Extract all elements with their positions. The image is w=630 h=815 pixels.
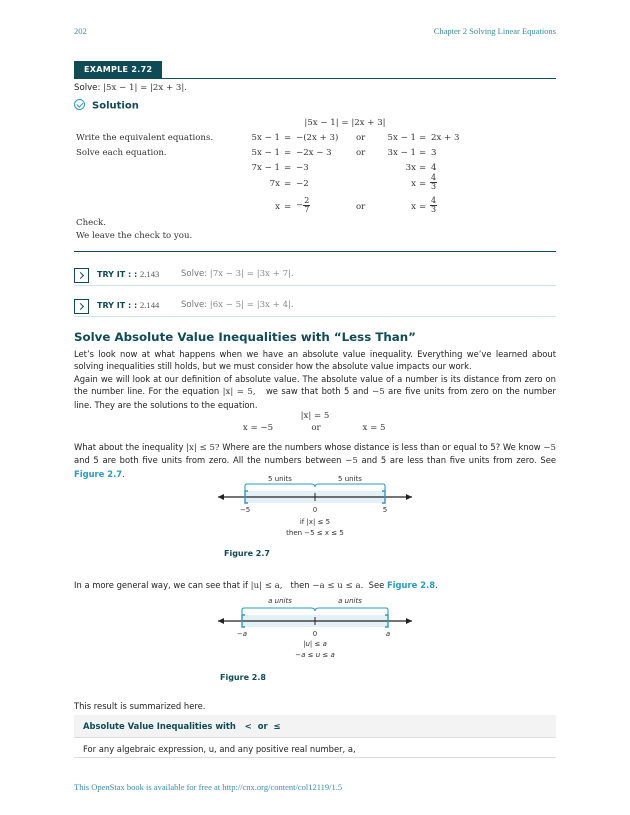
- step1-text: Write the equivalent equations.: [76, 133, 214, 143]
- fig-line-1: |u| ≤ a: [303, 640, 327, 648]
- arrow-left-icon: [218, 494, 224, 500]
- note-rule: [74, 757, 556, 758]
- r4-left-lhs: 7x: [269, 179, 280, 189]
- r2-left-eq: =: [284, 148, 292, 158]
- prompt-math: |5x − 1| = |2x + 3|.: [103, 83, 187, 93]
- brace-label-left: 5 units: [268, 475, 292, 483]
- paragraph-2: Again we will look at our definition of absolute value. The absolute value of a number is its distance from zero on the number line. For the equation |x| = 5, we saw that both 5 and −5 are five units from zero on the number line. They are the solutions to the equation.: [74, 374, 556, 410]
- check-title: Check.: [76, 218, 106, 228]
- brace-label-right: a units: [338, 597, 362, 605]
- tick-label-left: −5: [239, 506, 251, 514]
- figure-2-8-link[interactable]: Figure 2.8: [386, 580, 436, 590]
- r5-right-eq: =: [419, 202, 427, 212]
- step2-text: Solve each equation.: [76, 148, 167, 158]
- r5-left-frac: − $\frac{2}{7}$: [296, 196, 310, 214]
- fig-line-2: then −5 ≤ x ≤ 5: [286, 529, 344, 537]
- example-end-rule: [74, 251, 556, 252]
- chapter-title: Chapter 2 Solving Linear Equations: [433, 26, 556, 36]
- r5-right-frac: $\frac{4}{3}$: [431, 196, 437, 214]
- footer-text: This OpenStax book is available for free at http://cnx.org/content/col12119/1.5: [74, 782, 343, 792]
- r5-or: or: [356, 202, 366, 212]
- number-line-figure-2-7: [210, 470, 420, 540]
- r1-left-lhs: 5x − 1: [251, 133, 280, 143]
- r1-right-eq: =: [419, 133, 427, 143]
- note-body: For any algebraic expression, u, and any positive real number, a,: [83, 744, 356, 754]
- paragraph-3: What about the inequality |x| ≤ 5? Where are the numbers whose distance is less than or equal to 5? We know −5 and 5 are both five units from zero. All the numbers between −5 and 5 are less than five units from zero. See Figure 2.7.: [74, 442, 556, 479]
- arrow-right-icon: [406, 618, 412, 624]
- example-bar: [74, 61, 556, 79]
- brace-label-left: a units: [268, 597, 292, 605]
- arrow-right-icon: [406, 494, 412, 500]
- r1-or: or: [356, 133, 366, 143]
- tick-label-left: −a: [236, 630, 248, 638]
- r1-right-rhs: 2x + 3: [431, 133, 460, 143]
- eq-left: x = −5: [242, 423, 274, 433]
- try-it-2-144[interactable]: TRY IT : : 2.144 Solve: |6x − 5| = |3x + 4|.: [74, 298, 556, 317]
- check-circle-icon: [74, 99, 85, 110]
- r3-right-rhs: 4: [431, 163, 437, 173]
- r5-left-lhs: x: [275, 202, 280, 212]
- r2-right-eq: =: [419, 148, 427, 158]
- top-brace: [245, 484, 385, 491]
- try-it-2-143[interactable]: TRY IT : : 2.143 Solve: |7x − 3| = |3x + 7|.: [74, 267, 556, 286]
- brace-label-right: 5 units: [338, 475, 362, 483]
- tick-label-zero: 0: [312, 506, 318, 514]
- page-number: 202: [74, 26, 87, 36]
- r4-right-eq: =: [419, 179, 427, 189]
- r1-left-eq: =: [284, 133, 292, 143]
- r2-left-rhs: −2x − 3: [296, 148, 332, 158]
- section-title: Solve Absolute Value Inequalities with “Less Than”: [74, 330, 416, 344]
- eq-center: |x| = 5: [300, 411, 330, 421]
- fig-line-1: if |x| ≤ 5: [299, 518, 331, 526]
- tick-label-zero: 0: [312, 630, 318, 638]
- prompt-label: Solve:: [74, 83, 101, 93]
- r4-right-frac: $\frac{4}{3}$: [431, 173, 437, 191]
- figure-2-8-caption: Figure 2.8: [220, 673, 266, 682]
- solution-label: Solution: [92, 100, 139, 112]
- eq-or: or: [311, 423, 321, 433]
- figure-2-7-link[interactable]: Figure 2.7: [74, 468, 123, 479]
- tick-label-right: a: [385, 630, 391, 638]
- r1-right-lhs: 5x − 1: [387, 133, 416, 143]
- r3-right-eq: =: [419, 163, 427, 173]
- top-brace: [242, 608, 388, 615]
- paragraph-4: In a more general way, we can see that if |u| ≤ a, then −a ≤ u ≤ a. See Figure 2.8.: [74, 580, 438, 591]
- r5-left-eq: =: [284, 202, 292, 212]
- r4-left-rhs: −2: [296, 179, 309, 189]
- r4-left-eq: =: [284, 179, 292, 189]
- tick-label-right: 5: [382, 506, 388, 514]
- number-line-figure-2-8: [210, 594, 420, 664]
- example-tag: EXAMPLE 2.72: [74, 61, 162, 78]
- solution-heading: [74, 100, 139, 112]
- r2-right-lhs: 3x − 1: [387, 148, 416, 158]
- paragraph-5: This result is summarized here.: [74, 701, 206, 711]
- fig-line-2: −a ≤ u ≤ a: [295, 651, 335, 659]
- check-text: We leave the check to you.: [76, 231, 193, 241]
- paragraph-1: Let’s look now at what happens when we have an absolute value inequality. Everything we’ve learned about solving inequalities still holds, but we must consider how the absolute value impacts our work.: [74, 349, 556, 372]
- r5-right-lhs: x: [411, 202, 416, 212]
- r3-left-eq: =: [284, 163, 292, 173]
- eq-right: x = 5: [362, 423, 386, 433]
- chevron-right-icon[interactable]: [74, 268, 89, 283]
- chevron-right-icon[interactable]: [74, 299, 89, 314]
- example-prompt: [74, 83, 187, 93]
- r3-left-lhs: 7x − 1: [251, 163, 280, 173]
- arrow-left-icon: [218, 618, 224, 624]
- top-equation: |5x − 1| = |2x + 3|: [304, 118, 386, 128]
- r2-or: or: [356, 148, 366, 158]
- r1-left-rhs: −(2x + 3): [296, 133, 339, 143]
- r3-right-lhs: 3x: [405, 163, 416, 173]
- r4-right-lhs: x: [411, 179, 416, 189]
- note-header: Absolute Value Inequalities with < or ≤: [74, 715, 556, 738]
- figure-2-7-caption: Figure 2.7: [224, 549, 270, 558]
- r2-right-rhs: 3: [431, 148, 437, 158]
- r3-left-rhs: −3: [296, 163, 309, 173]
- r2-left-lhs: 5x − 1: [251, 148, 280, 158]
